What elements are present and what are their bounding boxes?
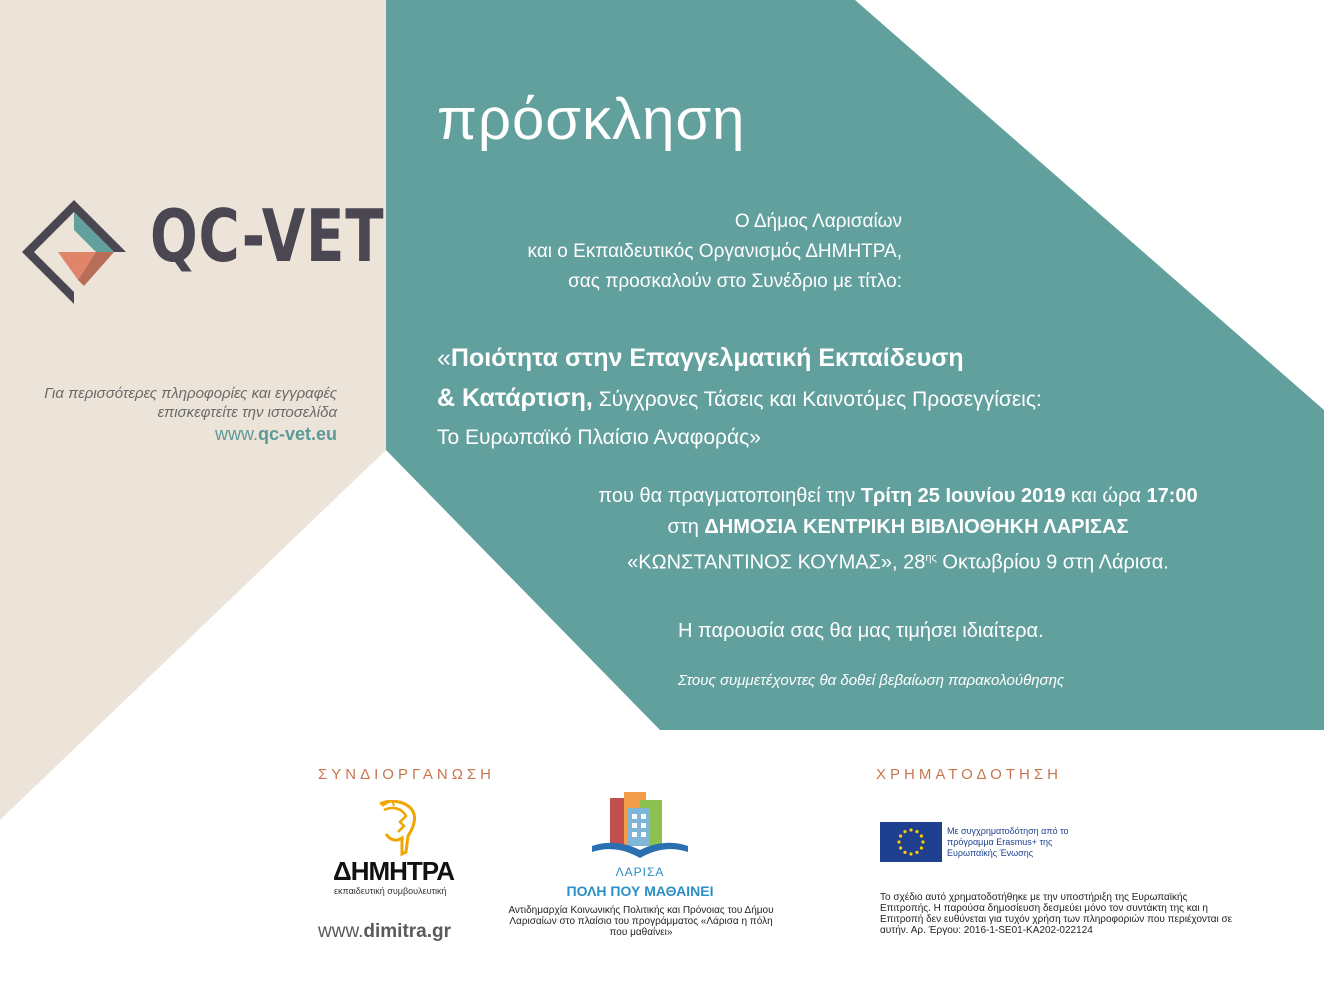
when-pre: που θα πραγματοποιηθεί την bbox=[598, 485, 861, 507]
brand-name: QC-VET bbox=[150, 194, 385, 278]
eu-star bbox=[899, 834, 902, 837]
intro-line: Ο Δήμος Λαρισαίων bbox=[734, 211, 902, 232]
invitation-intro bbox=[330, 207, 902, 297]
eu-star bbox=[899, 846, 902, 849]
larisa-slogan: ΠΟΛΗ ΠΟΥ ΜΑΘΑΙΝΕΙ bbox=[566, 883, 714, 899]
event-date: Τρίτη 25 Ιουνίου 2019 bbox=[860, 485, 1066, 507]
when-mid: και ώρα bbox=[1065, 485, 1147, 507]
dimitra-link[interactable] bbox=[318, 921, 451, 943]
eu-disclaimer: Το σχέδιο αυτό χρηματοδοτήθηκε με την υποστήριξη της Ευρωπαϊκής Επιτροπής. Η παρούσα δημοσίευση δεσμεύει μόνο τον συντάκτη της και η Επιτροπή δεν ευθύνεται για τυχόν χρήση των πληροφοριών που περιέχονται σε αυτήν. Αρ. Έργου: 2016-1-SE01-KA202-022124 bbox=[880, 892, 1233, 936]
dimitra-wordmark: ΔΗΜΗΤΡΑ bbox=[333, 856, 454, 886]
dimitra-head-icon bbox=[362, 800, 442, 860]
event-venue: ΔΗΜΟΣΙΑ ΚΕΝΤΡΙΚΗ ΒΙΒΛΙΟΘΗΚΗ ΛΑΡΙΣΑΣ bbox=[704, 516, 1129, 538]
event-time: 17:00 bbox=[1146, 485, 1198, 507]
eu-star bbox=[897, 840, 900, 843]
qc-vet-link[interactable] bbox=[215, 424, 337, 445]
larisa-city-icon bbox=[588, 790, 692, 866]
eu-flag-icon bbox=[880, 822, 942, 862]
conference-subtitle: Σύγχρονες Τάσεις και Καινοτόμες Προσεγγίσεις: bbox=[592, 388, 1042, 411]
eu-star bbox=[903, 851, 906, 854]
url-main: qc-vet.eu bbox=[257, 424, 337, 444]
dimitra-subtitle: εκπαιδευτική συμβουλευτική bbox=[334, 886, 447, 896]
larisa-name: ΛΑΡΙΣΑ bbox=[615, 865, 665, 879]
qc-vet-logo-icon bbox=[18, 196, 130, 308]
url-prefix: www. bbox=[318, 921, 364, 942]
erasmus-text: Με συγχρηματοδότηση από το πρόγραμμα Erasmus+ της Ευρωπαϊκής Ένωσης bbox=[947, 826, 1069, 858]
conference-title bbox=[437, 338, 1237, 458]
venue-pre: στη bbox=[667, 516, 705, 538]
eu-star bbox=[909, 852, 912, 855]
conference-title-line3: Το Ευρωπαϊκό Πλαίσιο Αναφοράς» bbox=[437, 426, 761, 449]
larisa-caption: Αντιδημαρχία Κοινωνικής Πολιτικής και Πρόνοιας του Δήμου Λαρισαίων στο πλαίσιο του προγράμματος «Λάρισα η πόλη που μαθαίνει» bbox=[508, 905, 774, 938]
eu-star bbox=[921, 840, 924, 843]
address-a: «ΚΩΝΣΤΑΝΤΙΝΟΣ ΚΟΥΜΑΣ», 28 bbox=[627, 551, 926, 574]
intro-line: σας προσκαλούν στο Συνέδριο με τίτλο: bbox=[568, 271, 902, 292]
address-b: Οκτωβρίου 9 στη Λάρισα. bbox=[936, 551, 1169, 574]
funding-header: ΧΡΗΜΑΤΟΔΟΤΗΣΗ bbox=[876, 766, 1062, 783]
eu-star bbox=[915, 830, 918, 833]
conference-title-line1: Ποιότητα στην Επαγγελματική Εκπαίδευση bbox=[450, 344, 964, 372]
invitation-title: πρόσκληση bbox=[437, 87, 746, 152]
eu-star bbox=[920, 834, 923, 837]
conference-title-line2: & Κατάρτιση, bbox=[437, 384, 593, 412]
more-info-text: Για περισσότερες πληροφορίες και εγγραφές επισκεφτείτε την ιστοσελίδα bbox=[44, 385, 337, 421]
open-quote: « bbox=[437, 344, 451, 372]
eu-star bbox=[920, 846, 923, 849]
url-main: dimitra.gr bbox=[363, 921, 452, 942]
event-details bbox=[470, 481, 1324, 579]
coorganization-header: ΣΥΝΔΙΟΡΓΑΝΩΣΗ bbox=[318, 766, 496, 783]
intro-line: και ο Εκπαιδευτικός Οργανισμός ΔΗΜΗΤΡΑ, bbox=[527, 241, 902, 262]
eu-star bbox=[903, 830, 906, 833]
eu-star bbox=[915, 851, 918, 854]
eu-star bbox=[909, 828, 912, 831]
url-prefix: www. bbox=[214, 424, 258, 444]
certificate-note: Στους συμμετέχοντες θα δοθεί βεβαίωση παρακολούθησης bbox=[678, 672, 1065, 689]
presence-text: Η παρουσία σας θα μας τιμήσει ιδιαίτερα. bbox=[678, 620, 1044, 642]
address-sup: ης bbox=[925, 552, 937, 564]
